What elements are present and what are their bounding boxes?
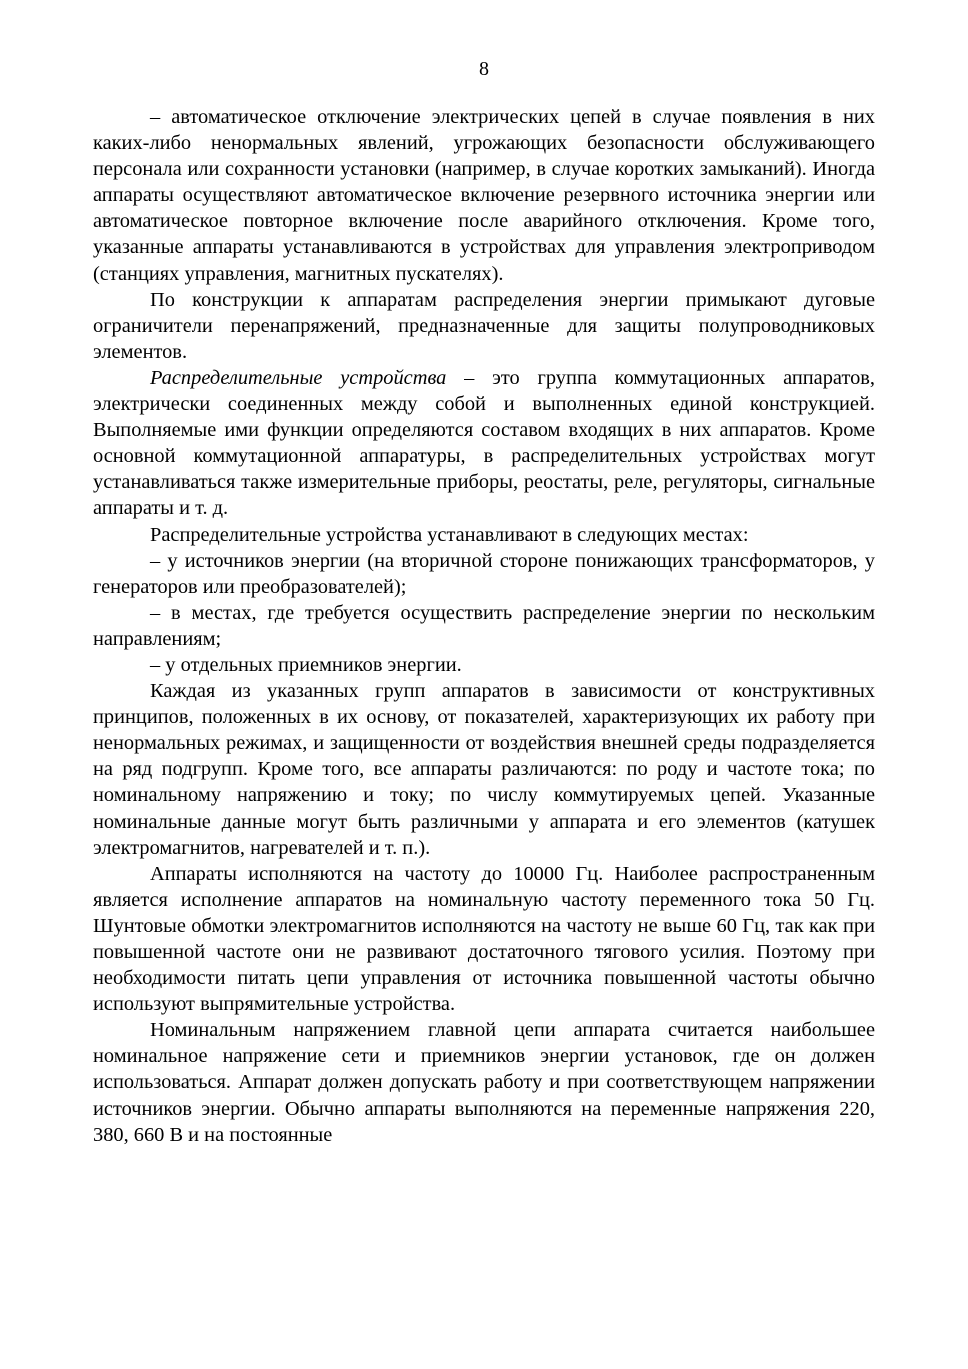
document-body bbox=[93, 104, 875, 1148]
list-item-individual-receivers: – у отдельных приемников энергии. bbox=[150, 653, 462, 676]
list-item-energy-sources: – у источников энергии (на вторичной стороне понижающих трансформаторов, у генераторов или преобразователей); bbox=[93, 549, 875, 598]
paragraph-nominal-voltage: Номинальным напряжением главной цепи аппарата считается наибольшее номинальное напряжение сети и приемников энергии установок, где он должен использоваться. Аппарат должен допускать работу и при соответствующем напряжении источников энергии. Обычно аппараты выполняются на переменные напряжения 220, 380, 660 В и на постоянные bbox=[93, 1019, 875, 1146]
term-distribution-devices: Распределительные устройства bbox=[150, 366, 447, 389]
paragraph-distribution-devices-definition bbox=[93, 365, 875, 522]
paragraph-subgroups: Каждая из указанных групп аппаратов в зависимости от конструктивных принципов, положенных в их основу, от показателей, характеризующих их работу при ненормальных режимах, и защищенности от воздействия внешней среды подразделяется на ряд подгрупп. Кроме того, все аппараты различаются: по роду и частоте тока; по номинальному напряжению и току; по числу коммутируемых цепей. Указанные номинальные данные могут быть различными у аппарата и его элементов (катушек электромагнитов, нагревателей и т. п.). bbox=[93, 680, 875, 859]
paragraph-automatic-disconnection: – автоматическое отключение электрических цепей в случае появления в них каких-либо ненормальных явлений, угрожающих безопасности обслуживающего персонала или сохранности установки (например, в случае коротких замыканий). Иногда аппараты осуществляют автоматическое включение резервного источника энергии или автоматическое повторное включение после аварийного отключения. Кроме того, указанные аппараты устанавливаются в устройствах для управления электроприводом (станциях управления, магнитных пускателях). bbox=[93, 106, 875, 285]
list-item-distribution-directions: – в местах, где требуется осуществить распределение энергии по нескольким направлениям; bbox=[93, 601, 875, 650]
paragraph-frequency: Аппараты исполняются на частоту до 10000 Гц. Наиболее распространенным является исполнение аппаратов на номинальную частоту переменного тока 50 Гц. Шунтовые обмотки электромагнитов исполняются на частоту не выше 60 Гц, так как при повышенной частоте они не развивают достаточного тягового усилия. Поэтому при необходимости питать цепи управления от источника повышенной частоты обычно используют выпрямительные устройства. bbox=[93, 862, 875, 1016]
definition-text: – это группа коммутационных аппаратов, электрически соединенных между собой и выполненных единой конструкцией. Выполняемые ими функции определяются составом входящих в них аппаратов. Кроме основной коммутационной аппаратуры, в распределительных устройствах могут устанавливаться также измерительные приборы, реостаты, реле, регуляторы, сигнальные аппараты и т. д. bbox=[93, 366, 876, 520]
paragraph-surge-limiters: По конструкции к аппаратам распределения энергии примыкают дуговые ограничители перенапряжений, предназначенные для защиты полупроводниковых элементов. bbox=[93, 288, 875, 363]
paragraph-installation-places: Распределительные устройства устанавливают в следующих местах: bbox=[150, 523, 749, 546]
page-number: 8 bbox=[479, 58, 489, 80]
